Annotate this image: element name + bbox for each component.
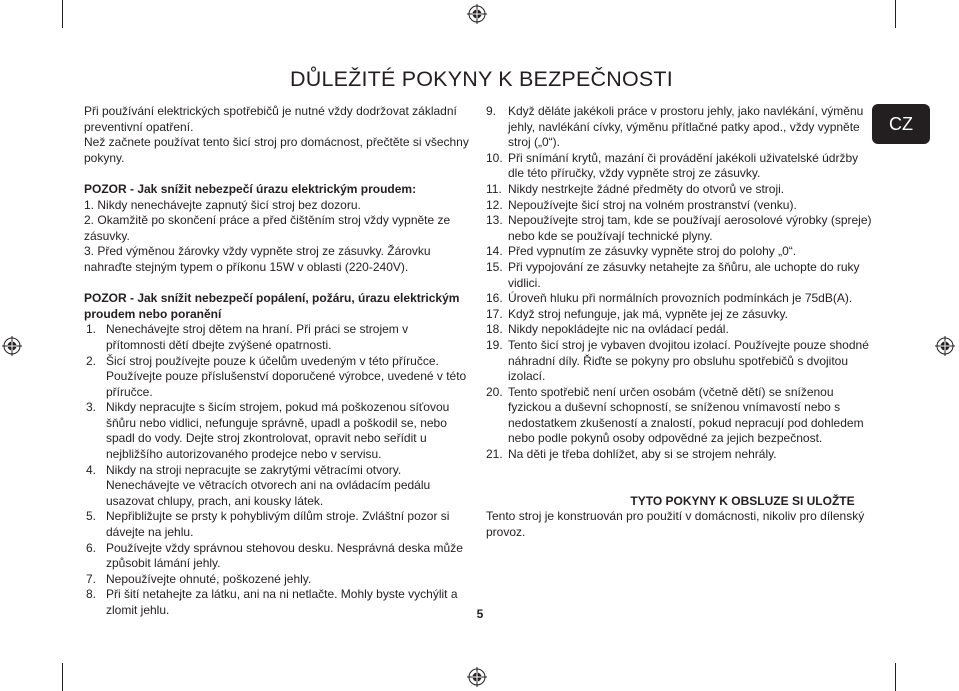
item-text: Při šití netahejte za látku, ani na ni netlačte. Mohly byste vychýlit a zlomit jehlu. — [106, 587, 458, 617]
page-number: 5 — [476, 607, 484, 621]
list-item — [486, 182, 876, 198]
item-text: Nenechávejte stroj dětem na hraní. Při práci se strojem v přítomnosti dětí dbejte zvýšené opatrnosti. — [106, 322, 409, 352]
item-number: 18. — [486, 322, 503, 337]
list-item — [84, 213, 469, 244]
item-number: 14. — [486, 244, 503, 259]
list-item — [84, 509, 469, 540]
list-item — [84, 198, 469, 214]
list-item — [84, 244, 469, 275]
item-text: Při snímání krytů, mazání či provádění jakékoli uživatelské údržby dle této příručky, vždy vypněte stroj ze zásuvky. — [508, 150, 859, 181]
intro-paragraph: Při používání elektrických spotřebičů je nutné vždy dodržovat základní preventivní opatření. — [84, 104, 457, 134]
section-heading: POZOR - Jak snížit nebezpečí popálení, požáru, úrazu elektrickým proudem nebo poranění — [84, 291, 460, 321]
language-tab: CZ — [872, 104, 930, 144]
item-text: Šicí stroj používejte pouze k účelům uvedeným v této příručce. Používejte pouze příslušenství doporučené výrobce, uvedené v této příručce. — [106, 353, 467, 399]
registration-mark-top-icon — [467, 4, 487, 24]
list-item — [486, 213, 876, 244]
item-text: Při vypojování ze zásuvky netahejte za šňůru, ale uchopte do ruky vidlici. — [508, 259, 860, 290]
page-title: DŮLEŽITÉ POKYNY K BEZPEČNOSTI — [290, 67, 673, 91]
item-text: Na děti je třeba dohlížet, aby si se strojem nehrály. — [508, 447, 777, 462]
item-text: Když stroj nefunguje, jak má, vypněte jej ze zásuvky. — [508, 306, 788, 321]
item-text: Nikdy nepracujte s šicím strojem, pokud má poškozenou síťovou šňůru nebo vidlici, nefunguje správně, upadl a poškodil se, nebo spadl do vody. Dejte stroj zkontrolovat, opravit nebo seřídit u nejbližšího autorizovaného prodejce nebo v servisu. — [106, 400, 450, 462]
item-number: 17. — [486, 306, 503, 321]
list-item — [84, 587, 469, 618]
closing-text: Tento stroj je konstruován pro použití v domácnosti, nikoliv pro dílenský provoz. — [486, 509, 865, 540]
registration-mark-bottom-icon — [467, 667, 487, 687]
list-item — [486, 244, 876, 260]
item-text: Nepoužívejte stroj tam, kde se používají aerosolové výrobky (spreje) nebo kde se používají technické plyny. — [508, 213, 872, 243]
item-number: 12. — [486, 197, 503, 212]
item-text: Používejte vždy správnou stehovou desku. Nesprávná deska může způsobit lámání jehly. — [106, 540, 463, 571]
closing-heading: TYTO POKYNY K OBSLUZE SI ULOŽTE — [630, 493, 855, 508]
item-number: 15. — [486, 259, 503, 274]
item-number: 6. — [86, 540, 97, 555]
item-text: Nikdy na stroji nepracujte se zakrytými větracími otvory. Nenechávejte ve větracích otvorech ani na ovládacím pedálu usazovat chlupy, prach, ani kousky látek. — [106, 462, 431, 508]
item-text: Nikdy nenechávejte zapnutý šicí stroj bez dozoru. — [97, 197, 361, 212]
crop-mark-top-right — [895, 0, 896, 28]
crop-mark-top-left — [62, 0, 63, 28]
item-number: 3. — [84, 244, 95, 259]
list-item — [84, 463, 469, 510]
item-number: 20. — [486, 384, 503, 399]
item-number: 2. — [84, 213, 95, 228]
right-column — [486, 104, 876, 541]
list-item — [486, 260, 876, 291]
item-number: 1. — [84, 197, 95, 212]
list-item — [486, 291, 876, 307]
item-number: 9. — [486, 104, 497, 118]
item-number: 7. — [86, 571, 97, 586]
item-text: Před výměnou žárovky vždy vypněte stroj ze zásuvky. Žárovku nahraďte stejným typem o příkonu 15W v oblasti (220-240V). — [84, 244, 431, 274]
item-text: Okamžitě po skončení práce a před čištěním stroj vždy vypněte ze zásuvky. — [84, 213, 451, 243]
list-item — [486, 104, 876, 151]
item-number: 11. — [486, 181, 502, 196]
item-text: Tento spotřebič není určen osobám (včetně dětí) se sníženou fyzickou a duševní schopností, se sníženou vnímavostí nebo s nedostatkem zkušeností a znalostí, pokud nepracují pod dohledem nebo podle pokynů osoby odpovědné za jejich bezpečnost. — [508, 384, 864, 446]
list-item — [486, 307, 876, 323]
crop-mark-bottom-left — [62, 663, 63, 691]
list-item — [84, 400, 469, 462]
item-text: Když děláte jakékoli práce v prostoru jehly, jako navlékání, výměnu jehly, navlékání cívky, výměnu přítlačné patky apod., vždy vypněte stroj („0“). — [508, 104, 864, 150]
item-number: 3. — [86, 400, 97, 415]
list-item — [486, 338, 876, 385]
list-item — [84, 541, 469, 572]
left-column — [84, 104, 469, 619]
list-item — [84, 572, 469, 588]
item-number: 13. — [486, 213, 503, 228]
item-text: Tento šicí stroj je vybaven dvojitou izolací. Používejte pouze shodné náhradní díly. Řiďte se pokyny pro obsluhu spotřebičů s dvojitou izolací. — [508, 337, 869, 384]
registration-mark-left-icon — [2, 336, 22, 356]
item-number: 4. — [86, 462, 97, 477]
item-text: Nepřibližujte se prsty k pohyblivým dílům stroje. Zvláštní pozor si dávejte na jehlu. — [106, 509, 450, 540]
item-text: Nepoužívejte ohnuté, poškozené jehly. — [106, 571, 312, 586]
list-item — [84, 322, 469, 353]
registration-mark-right-icon — [935, 336, 955, 356]
list-item — [486, 447, 876, 463]
intro-paragraph: Než začnete používat tento šicí stroj pro domácnost, přečtěte si všechny pokyny. — [84, 135, 469, 165]
item-number: 16. — [486, 291, 503, 306]
item-text: Úroveň hluku při normálních provozních podmínkách je 75dB(A). — [508, 291, 853, 306]
item-text: Nikdy nepokládejte nic na ovládací pedál. — [508, 322, 729, 337]
item-text: Nikdy nestrkejte žádné předměty do otvorů ve stroji. — [508, 181, 785, 196]
item-number: 2. — [86, 353, 97, 368]
item-text: Před vypnutím ze zásuvky vypněte stroj do polohy „0“. — [508, 244, 797, 259]
section-heading: POZOR - Jak snížit nebezpečí úrazu elektrickým proudem: — [84, 181, 417, 196]
item-number: 21. — [486, 447, 503, 462]
crop-mark-bottom-right — [895, 663, 896, 691]
list-item — [486, 322, 876, 338]
list-item — [486, 385, 876, 447]
item-number: 5. — [86, 509, 97, 524]
list-item — [486, 198, 876, 214]
list-item — [84, 354, 469, 401]
item-number: 8. — [86, 587, 97, 602]
item-number: 19. — [486, 337, 503, 352]
item-number: 10. — [486, 150, 503, 165]
item-text: Nepoužívejte šicí stroj na volném prostranství (venku). — [508, 197, 797, 212]
item-number: 1. — [86, 322, 97, 337]
list-item — [486, 151, 876, 182]
